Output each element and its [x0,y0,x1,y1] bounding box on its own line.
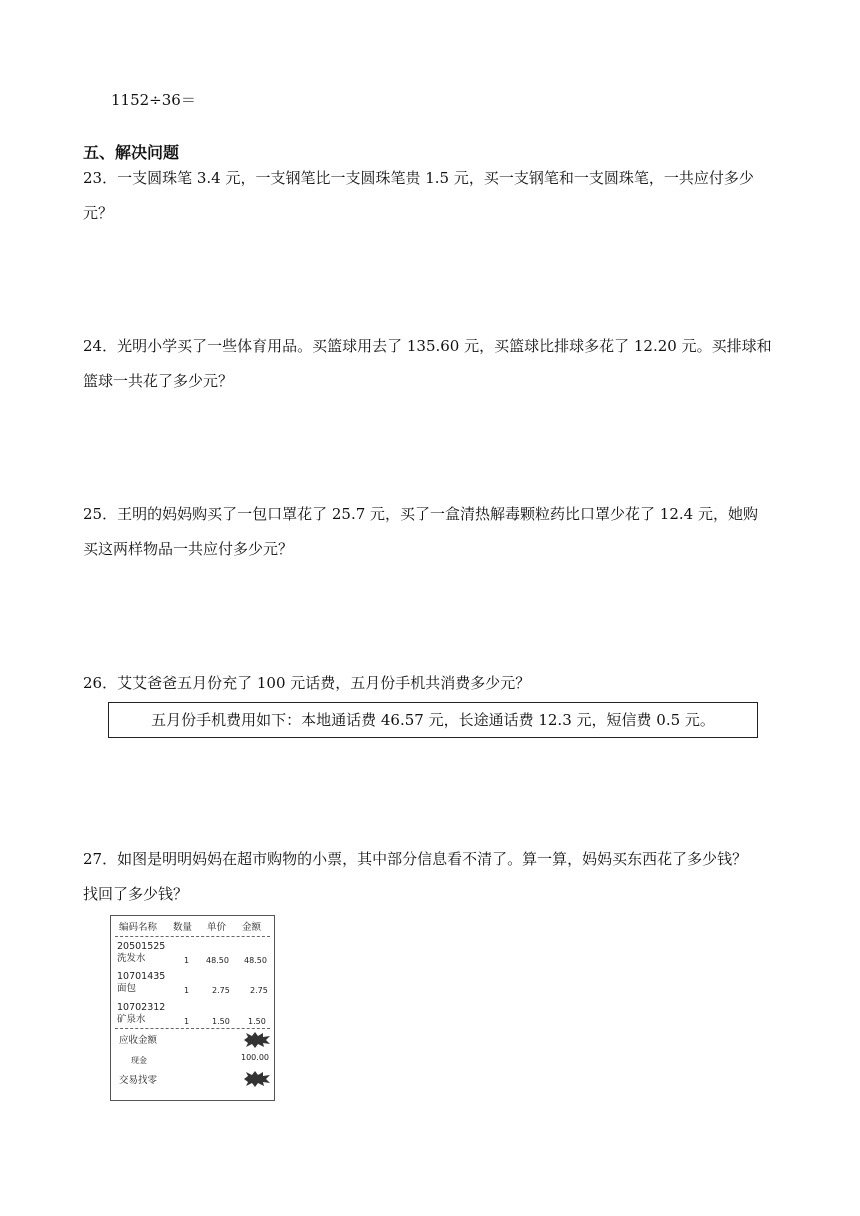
receipt-item-amount: 2.75 [250,986,268,995]
shopping-receipt [110,915,275,1101]
receipt-item-qty: 1 [184,986,190,995]
question-25-line1: 25．王明的妈妈购买了一包口罩花了 25.7 元，买了一盒清热解毒颗粒药比口罩少花了 12.4 元，她购 [83,505,758,523]
receipt-item-amount: 1.50 [248,1017,266,1026]
obscured-ink-blot-icon [243,1032,271,1048]
receipt-item-price: 1.50 [212,1017,230,1026]
receipt-item-name: 洗发水 [117,953,146,964]
section-title: 五、解决问题 [83,143,180,162]
receipt-header-qty: 数量 [173,922,193,933]
receipt-item-price: 48.50 [206,956,229,965]
receipt-item-code: 10701435 [117,971,166,982]
receipt-item-qty: 1 [184,1017,190,1026]
question-25-line2: 买这两样物品一共应付多少元？ [83,540,294,558]
question-27-line2: 找回了多少钱？ [83,885,189,903]
receipt-item-code: 20501525 [117,941,166,952]
question-23-line1: 23．一支圆珠笔 3.4 元，一支钢笔比一支圆珠笔贵 1.5 元，买一支钢笔和一支圆珠笔，一共应付多少 [83,169,754,187]
receipt-item-price: 2.75 [212,986,230,995]
receipt-item-name: 面包 [117,983,137,994]
receipt-divider [115,1028,270,1029]
receipt-item-qty: 1 [184,956,190,965]
phone-fee-box: 五月份手机费用如下：本地通话费 46.57 元，长途通话费 12.3 元，短信费 0.5 元。 [108,702,758,738]
obscured-ink-blot-icon [243,1071,271,1087]
receipt-header-amount: 金额 [242,922,262,933]
receipt-item-name: 矿泉水 [117,1014,146,1025]
receipt-item-code: 10702312 [117,1002,166,1013]
receipt-divider [115,936,270,937]
receipt-item-amount: 48.50 [244,956,267,965]
receipt-change-label: 交易找零 [119,1075,158,1086]
question-24-line2: 篮球一共花了多少元？ [83,372,234,390]
receipt-header-name: 编码名称 [119,922,158,933]
receipt-due-label: 应收金额 [119,1035,158,1046]
question-24-line1: 24．光明小学买了一些体育用品。买篮球用去了 135.60 元，买篮球比排球多花了 12.20 元。买排球和 [83,337,772,355]
question-26-line1: 26．艾艾爸爸五月份充了 100 元话费，五月份手机共消费多少元？ [83,674,531,692]
question-23-line2: 元？ [83,204,114,222]
question-27-line1: 27．如图是明明妈妈在超市购物的小票，其中部分信息看不清了。算一算，妈妈买东西花了多少钱？ [83,850,748,868]
receipt-header-price: 单价 [207,922,227,933]
receipt-cash-label: 现金 [131,1056,147,1065]
calc-expression: 1152÷36＝ [111,91,196,109]
receipt-cash-value: 100.00 [241,1053,269,1062]
